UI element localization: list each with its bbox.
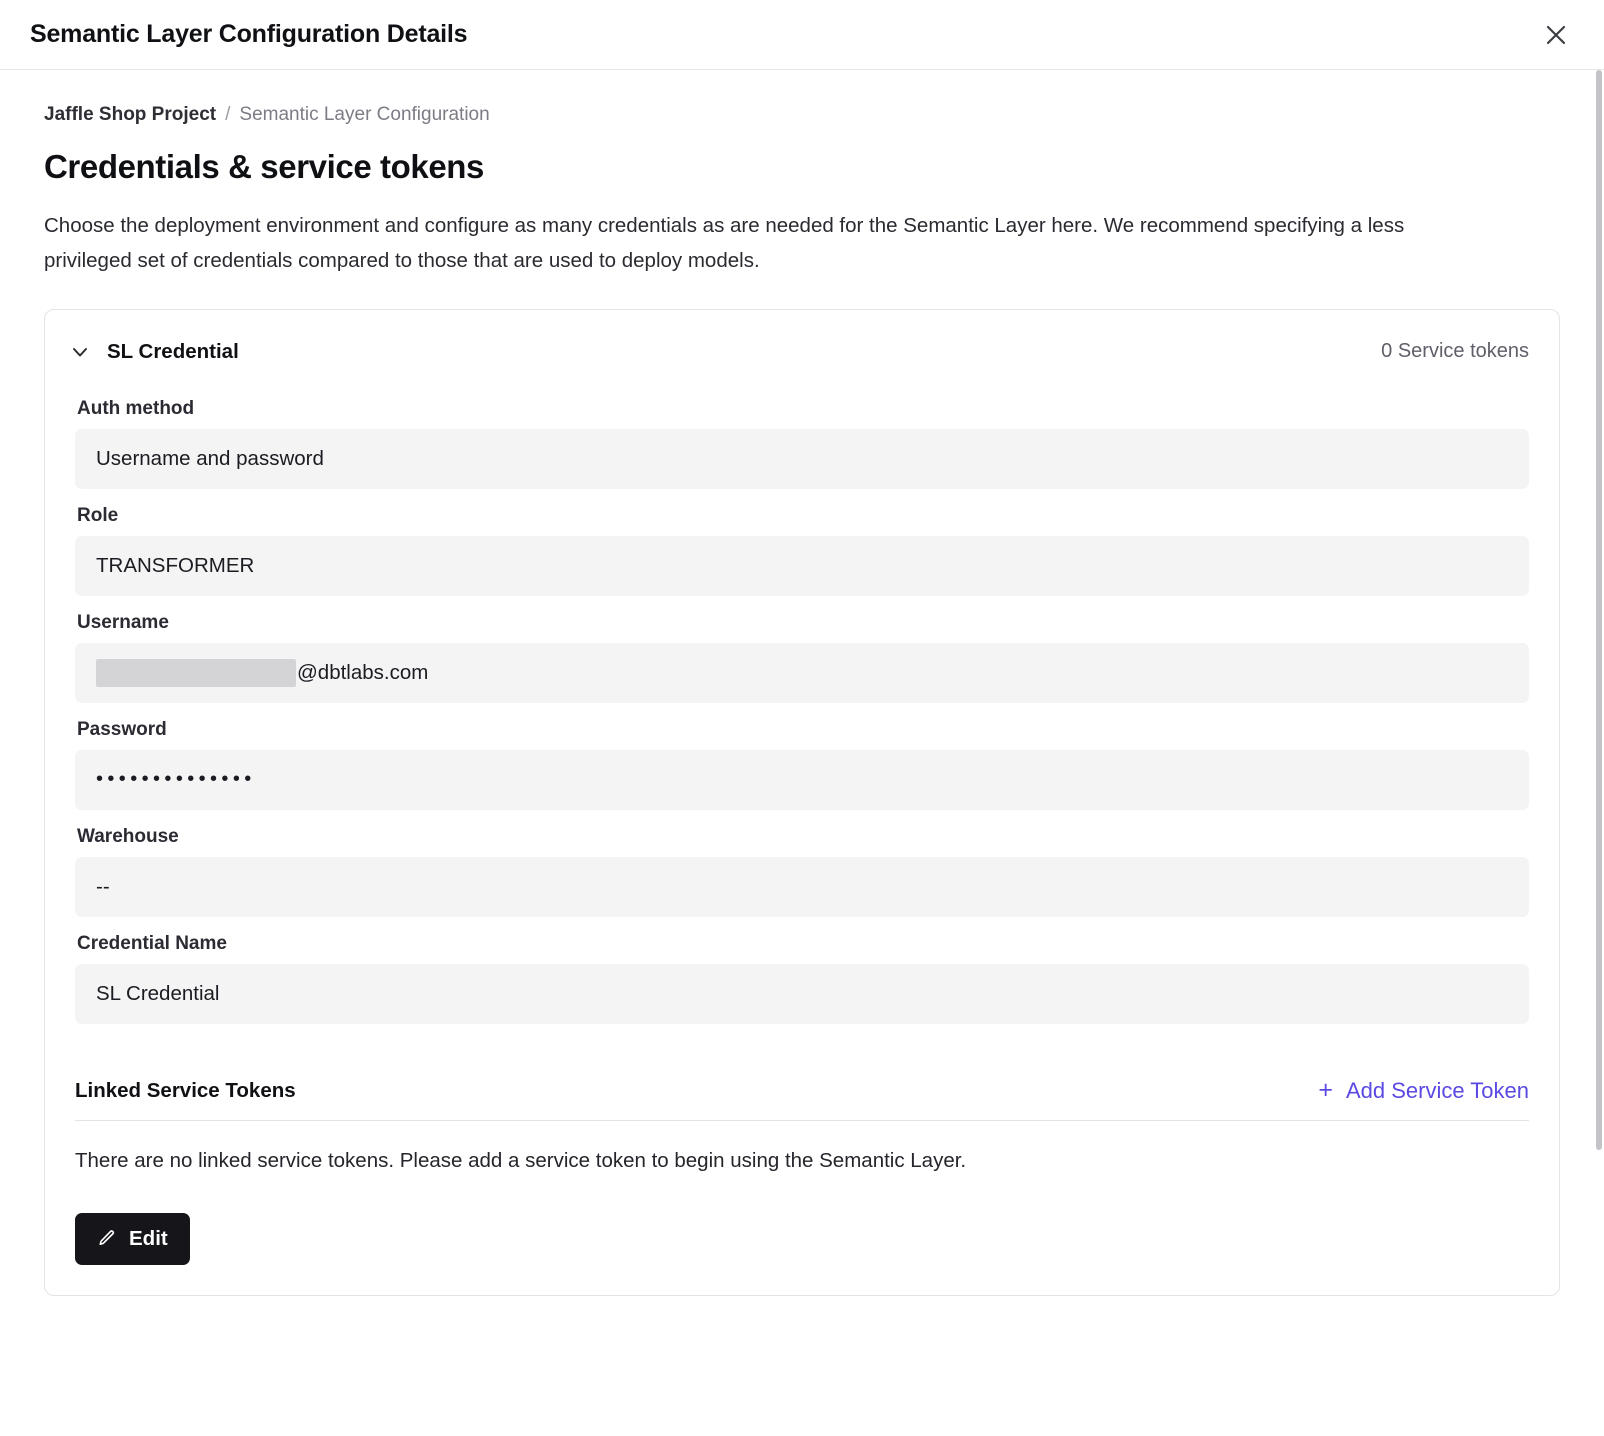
linked-service-tokens-empty-message: There are no linked service tokens. Please add a service token to begin using the Semantic Layer.: [75, 1148, 967, 1172]
breadcrumb-project[interactable]: Jaffle Shop Project: [44, 104, 217, 125]
redacted-username-block: [96, 659, 296, 687]
close-icon[interactable]: [1536, 15, 1576, 55]
field-label: Credential Name: [77, 932, 227, 954]
credential-card-header-left: [69, 340, 239, 364]
field-credential-name: [75, 933, 1529, 1024]
field-value: SL Credential: [75, 964, 1529, 1024]
field-label: Username: [77, 611, 169, 633]
field-label: Password: [77, 718, 167, 740]
page-description: Choose the deployment environment and configure as many credentials as are needed for the Semantic Layer here. We recommend specifying a less privileged set of credentials compared to those that are used to deploy models.: [44, 214, 1405, 273]
pencil-icon: [97, 1229, 116, 1248]
chevron-down-icon[interactable]: [69, 341, 91, 363]
field-label: Role: [77, 504, 119, 526]
plus-icon: +: [1318, 1076, 1333, 1104]
scrollbar-thumb[interactable]: [1596, 70, 1602, 1150]
field-username: [75, 612, 1529, 703]
scrollbar[interactable]: [1594, 70, 1604, 1436]
credential-card-title: SL Credential: [107, 339, 239, 363]
service-token-count: 0 Service tokens: [1381, 340, 1529, 362]
field-password: [75, 719, 1529, 810]
field-value-password: [75, 750, 1529, 810]
field-value: Username and password: [75, 429, 1529, 489]
field-warehouse: [75, 826, 1529, 917]
linked-service-tokens-title: Linked Service Tokens: [75, 1078, 296, 1102]
masked-password: ••••••••••••••: [96, 768, 256, 790]
credential-fields: [45, 398, 1559, 1024]
credential-card-header: [45, 310, 1559, 382]
add-service-token-button[interactable]: [1318, 1078, 1529, 1104]
breadcrumb: [44, 104, 1560, 126]
card-actions: [45, 1173, 1559, 1265]
field-label: Auth method: [77, 397, 195, 419]
breadcrumb-separator: /: [225, 104, 231, 125]
add-service-token-label: Add Service Token: [1345, 1077, 1529, 1103]
page-title: Credentials & service tokens: [44, 148, 485, 185]
field-value: --: [75, 857, 1529, 917]
field-value: TRANSFORMER: [75, 536, 1529, 596]
edit-button[interactable]: [75, 1213, 190, 1265]
username-domain: @dbtlabs.com: [297, 660, 429, 684]
breadcrumb-current: Semantic Layer Configuration: [239, 104, 490, 125]
field-role: [75, 505, 1529, 596]
field-auth-method: [75, 398, 1529, 489]
linked-service-tokens-header: [45, 1028, 1559, 1120]
field-label: Warehouse: [77, 825, 179, 847]
edit-button-label: Edit: [129, 1226, 168, 1250]
modal-titlebar: [0, 0, 1604, 70]
credential-card: [44, 309, 1560, 1296]
modal-body: [0, 70, 1604, 1436]
modal-title: Semantic Layer Configuration Details: [30, 20, 468, 48]
field-value-username: [75, 643, 1529, 703]
